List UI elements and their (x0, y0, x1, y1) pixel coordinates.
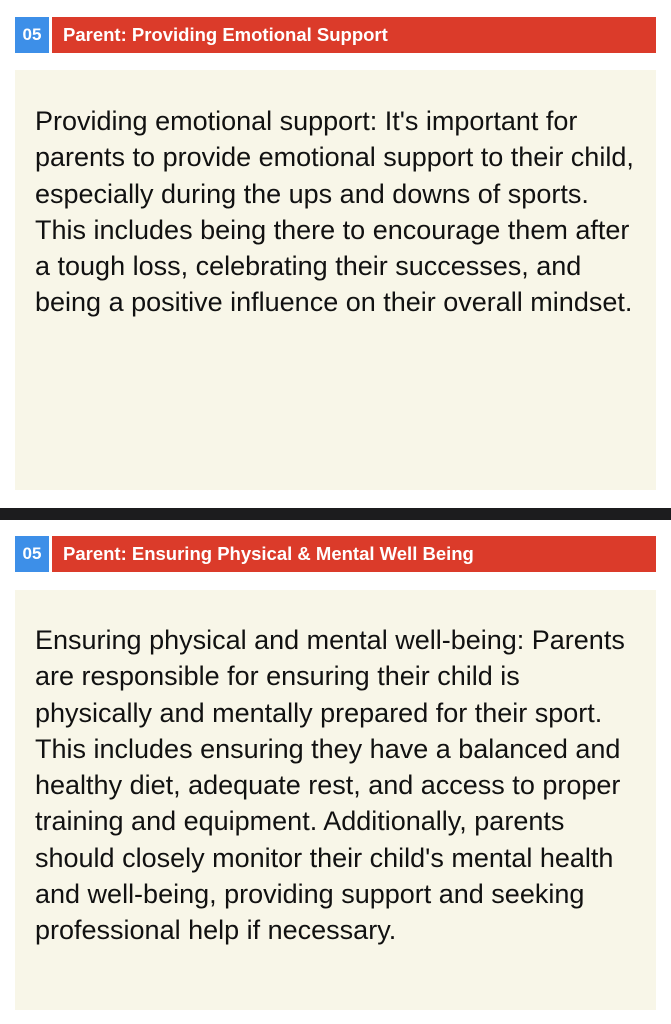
section-title: Parent: Providing Emotional Support (52, 17, 656, 53)
section-physical-mental-well-being (0, 520, 671, 1024)
section-card (15, 70, 656, 490)
section-header (15, 17, 656, 53)
section-card (15, 590, 656, 1010)
section-body-text: Ensuring physical and mental well-being: Parents are responsible for ensuring their child is physically and mentally prepared for their sport. This includes ensuring they have a balanced and healthy diet, adequate rest, and access to proper training and equipment. Additionally, parents should closely monitor their child's mental health and well-being, providing support and seeking professional help if necessary. (35, 625, 625, 946)
section-emotional-support (0, 0, 671, 508)
section-title: Parent: Ensuring Physical & Mental Well Being (52, 536, 656, 572)
section-header (15, 536, 656, 572)
section-divider (0, 508, 671, 520)
section-body-text: Providing emotional support: It's important for parents to provide emotional support to their child, especially during the ups and downs of sports. This includes being there to encourage them after a tough loss, celebrating their successes, and being a positive influence on their overall mindset. (35, 106, 634, 318)
section-number-badge: 05 (15, 536, 49, 572)
section-number-badge: 05 (15, 17, 49, 53)
